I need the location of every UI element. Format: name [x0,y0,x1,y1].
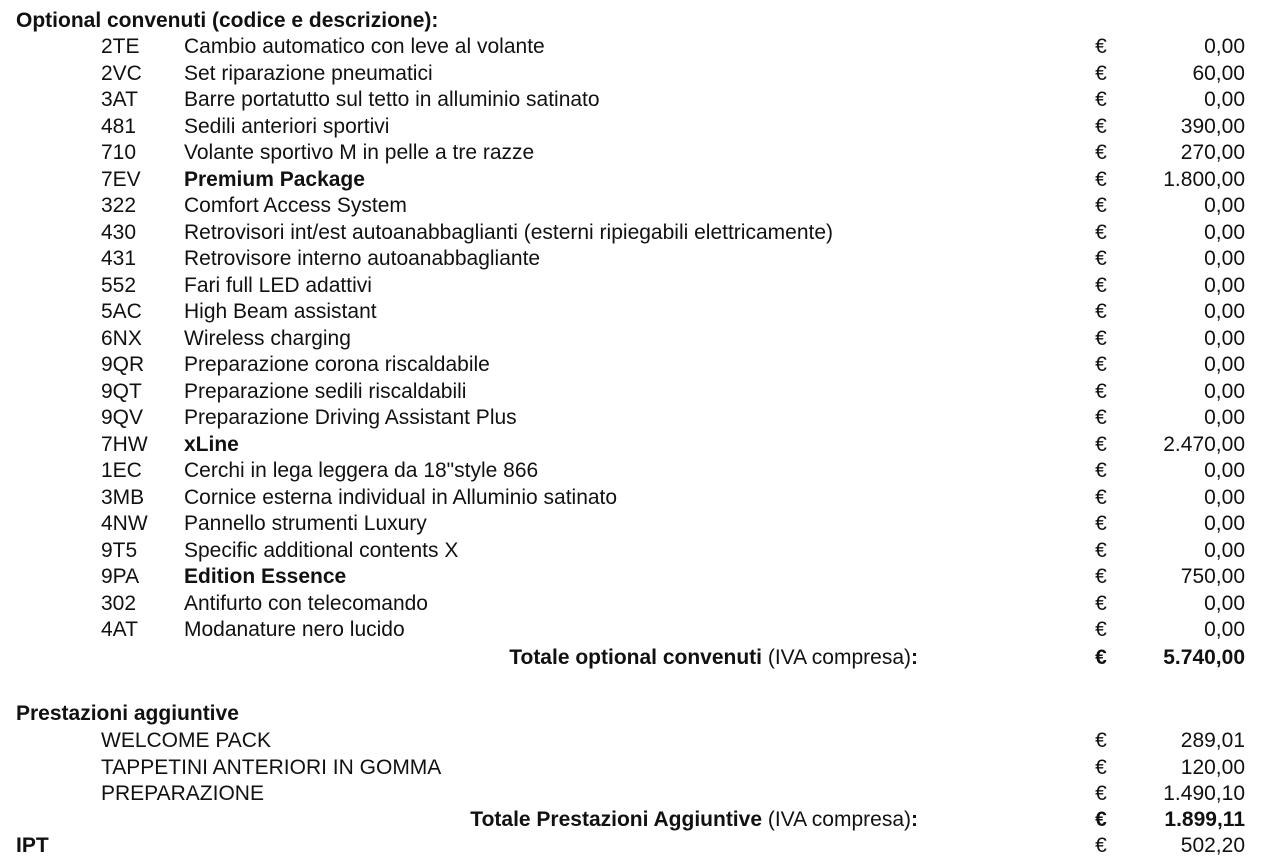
optional-total-text: Totale optional convenuti [509,646,762,669]
item-amount: 0,00 [1204,591,1245,615]
item-amount: 0,00 [1204,220,1245,244]
euro-sign: € [1095,646,1107,669]
ipt-amount: 502,20 [1180,834,1245,857]
service-description: WELCOME PACK [101,729,271,752]
item-amount: 0,00 [1204,88,1245,111]
euro-sign: € [1095,565,1107,588]
item-description: Wireless charging [184,326,351,350]
item-code: 322 [101,194,137,217]
item-description: Cerchi in lega leggera da 18"style 866 [184,459,539,482]
optional-total-note: (IVA compresa) [767,646,911,669]
item-code: 302 [101,591,137,615]
item-description: Cornice esterna individual in Alluminio satinato [184,485,618,509]
item-description: Preparazione sedili riscaldabili [184,379,467,403]
item-code: 2TE [101,35,140,58]
item-amount: 0,00 [1204,35,1245,58]
item-code: 552 [101,273,137,297]
optional-item-row [0,167,1280,194]
optional-total-row [0,645,1280,672]
optional-item-row [0,538,1280,565]
optional-item-row [0,87,1280,114]
optional-item-row [0,405,1280,432]
euro-sign: € [1095,379,1107,403]
services-total-amount: 1.899,11 [1164,808,1245,831]
optional-item-row [0,140,1280,167]
item-description: Preparazione corona riscaldabile [184,353,490,376]
service-amount: 120,00 [1180,755,1245,779]
optional-item-row [0,326,1280,353]
item-code: 9T5 [101,538,138,562]
optional-item-row [0,511,1280,538]
item-amount: 0,00 [1204,459,1245,482]
euro-sign: € [1095,300,1107,323]
item-description: Edition Essence [184,565,347,588]
euro-sign: € [1095,220,1107,244]
item-amount: 60,00 [1192,61,1245,85]
item-code: 3MB [101,485,145,509]
service-item-row [0,755,1280,782]
item-amount: 270,00 [1180,141,1245,164]
item-description: Specific additional contents X [184,538,459,562]
item-code: 2VC [101,61,142,85]
ipt-row [0,833,1280,860]
optional-item-row [0,61,1280,88]
euro-sign: € [1095,406,1107,429]
item-description: Sedili anteriori sportivi [184,114,390,138]
optional-item-row [0,591,1280,618]
euro-sign: € [1095,114,1107,138]
euro-sign: € [1095,141,1107,164]
item-description: Premium Package [184,167,365,191]
euro-sign: € [1095,729,1107,752]
euro-sign: € [1095,35,1107,58]
services-total-colon: : [911,808,918,831]
optional-item-row [0,34,1280,61]
item-description: Volante sportivo M in pelle a tre razze [184,141,535,164]
euro-sign: € [1095,167,1107,191]
services-total-text: Totale Prestazioni Aggiuntive [470,808,762,831]
euro-sign: € [1095,326,1107,350]
item-amount: 1.800,00 [1163,167,1245,191]
optional-item-row [0,273,1280,300]
service-item-row [0,728,1280,755]
item-code: 4NW [101,512,148,535]
euro-sign: € [1095,353,1107,376]
item-amount: 0,00 [1204,300,1245,323]
service-amount: 289,01 [1180,729,1245,752]
euro-sign: € [1095,538,1107,562]
services-total-row [0,807,1280,834]
euro-sign: € [1095,834,1107,857]
optional-item-row [0,379,1280,406]
services-heading: Prestazioni aggiuntive [16,702,239,725]
item-description: Preparazione Driving Assistant Plus [184,406,517,429]
euro-sign: € [1095,432,1107,456]
euro-sign: € [1095,782,1107,805]
item-code: 7EV [101,167,141,191]
item-description: High Beam assistant [184,300,377,323]
item-amount: 0,00 [1204,406,1245,429]
item-amount: 2.470,00 [1163,432,1245,456]
euro-sign: € [1095,591,1107,615]
item-amount: 0,00 [1204,538,1245,562]
euro-sign: € [1095,618,1107,641]
euro-sign: € [1095,459,1107,482]
item-code: 430 [101,220,137,244]
item-description: Modanature nero lucido [184,618,405,641]
item-description: Cambio automatico con leve al volante [184,35,545,58]
ipt-label: IPT [16,834,49,857]
services-total-note: (IVA compresa) [767,808,911,831]
optional-item-row [0,432,1280,459]
item-code: 9QT [101,379,142,403]
optional-total-amount: 5.740,00 [1163,646,1245,669]
euro-sign: € [1095,755,1107,779]
item-code: 7HW [101,432,148,456]
item-code: 6NX [101,326,142,350]
item-description: Comfort Access System [184,194,407,217]
optional-item-row [0,220,1280,247]
item-amount: 0,00 [1204,194,1245,217]
service-amount: 1.490,10 [1163,782,1245,805]
item-code: 4AT [101,618,138,641]
optional-item-row [0,352,1280,379]
item-description: Set riparazione pneumatici [184,61,433,85]
optional-item-row [0,193,1280,220]
item-amount: 0,00 [1204,353,1245,376]
item-description: Barre portatutto sul tetto in alluminio satinato [184,88,600,111]
euro-sign: € [1095,808,1107,831]
euro-sign: € [1095,194,1107,217]
optional-heading: Optional convenuti (codice e descrizione): [16,9,439,32]
item-amount: 0,00 [1204,247,1245,270]
item-description: Pannello strumenti Luxury [184,512,427,535]
item-code: 1EC [101,459,142,482]
services-total-label [470,807,918,834]
item-description: Fari full LED adattivi [184,273,372,297]
item-amount: 0,00 [1204,379,1245,403]
optional-item-row [0,114,1280,141]
euro-sign: € [1095,485,1107,509]
item-amount: 0,00 [1204,618,1245,641]
optional-item-row [0,617,1280,644]
item-description: xLine [184,432,239,456]
item-description: Antifurto con telecomando [184,591,428,615]
item-amount: 390,00 [1180,114,1245,138]
euro-sign: € [1095,88,1107,111]
item-amount: 0,00 [1204,326,1245,350]
euro-sign: € [1095,512,1107,535]
item-amount: 0,00 [1204,485,1245,509]
euro-sign: € [1095,61,1107,85]
optional-item-row [0,299,1280,326]
item-amount: 0,00 [1204,273,1245,297]
optional-total-label [509,645,918,672]
item-code: 9PA [101,565,140,588]
item-code: 710 [101,141,137,164]
euro-sign: € [1095,247,1107,270]
item-code: 481 [101,114,137,138]
item-amount: 750,00 [1180,565,1245,588]
optional-item-row [0,458,1280,485]
item-amount: 0,00 [1204,512,1245,535]
item-code: 3AT [101,88,138,111]
service-description: TAPPETINI ANTERIORI IN GOMMA [101,755,442,779]
service-description: PREPARAZIONE [101,782,264,805]
euro-sign: € [1095,273,1107,297]
item-description: Retrovisore interno autoanabbagliante [184,247,541,270]
item-code: 9QV [101,406,144,429]
service-item-row [0,781,1280,808]
item-code: 431 [101,247,137,270]
optional-item-row [0,485,1280,512]
optional-total-colon: : [911,646,918,669]
optional-item-row [0,246,1280,273]
item-description: Retrovisori int/est autoanabbaglianti (esterni ripiegabili elettricamente) [184,220,834,244]
optional-item-row [0,564,1280,591]
item-code: 9QR [101,353,145,376]
item-code: 5AC [101,300,142,323]
